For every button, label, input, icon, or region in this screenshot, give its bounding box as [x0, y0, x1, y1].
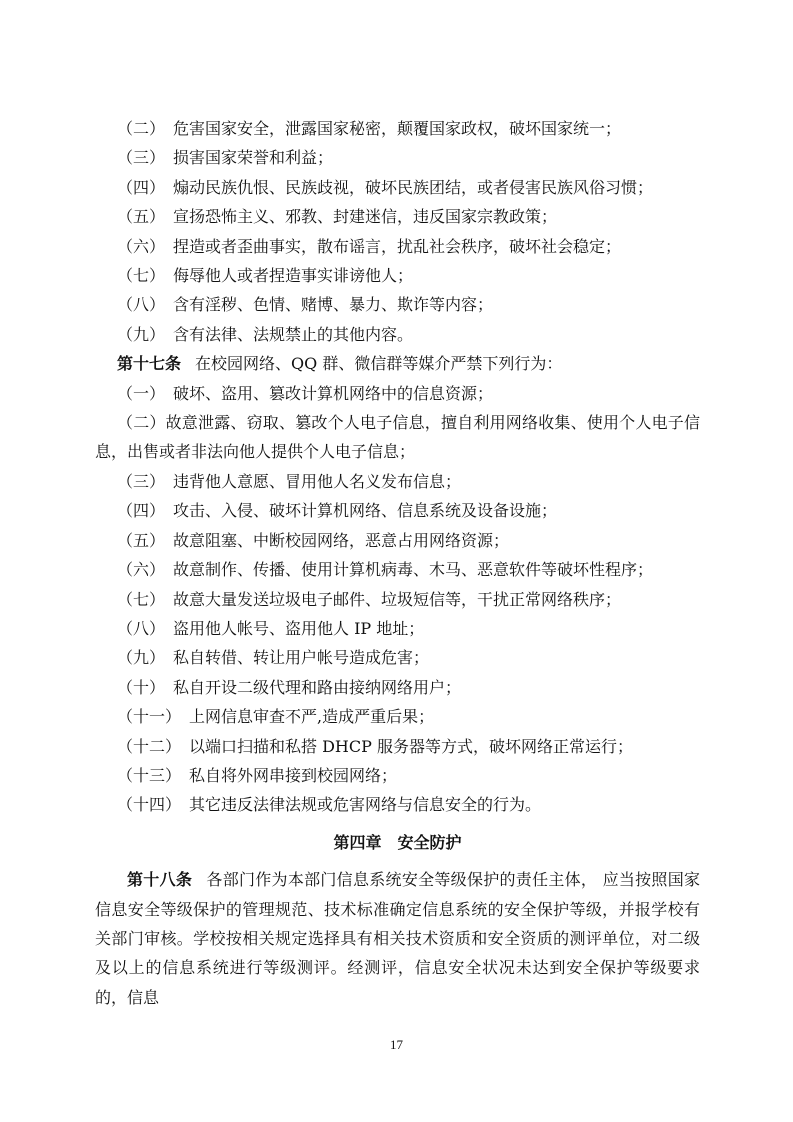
list-item	[95, 232, 700, 261]
item-number: （十一）	[117, 707, 182, 727]
item-text: 攻击、入侵、破坏计算机网络、信息系统及设备设施；	[173, 501, 558, 521]
item-number: （十二）	[117, 736, 182, 756]
list-item	[95, 143, 700, 172]
item-number: （九）	[117, 324, 166, 344]
item-number: （六）	[117, 560, 166, 580]
item-text: 其它违反法律法规或危害网络与信息安全的行为。	[189, 795, 542, 815]
item-number: （十四）	[117, 795, 182, 815]
list-item	[95, 290, 700, 319]
item-number: （七）	[117, 589, 166, 609]
item-text: 宣扬恐怖主义、邪教、封建迷信，违反国家宗教政策；	[173, 207, 558, 227]
list-item	[95, 261, 700, 290]
item-number: （三）	[117, 471, 166, 491]
item-number: （三）	[117, 148, 166, 168]
list-item	[95, 379, 700, 408]
item-number: （十三）	[117, 765, 182, 785]
list-item	[95, 408, 700, 467]
item-number: （二）	[117, 413, 166, 433]
item-text: 侮辱他人或者捏造事实诽谤他人；	[173, 266, 414, 286]
page-number: 17	[390, 1037, 403, 1052]
item-text: 破坏、盗用、篡改计算机网络中的信息资源；	[173, 383, 494, 403]
item-text: 故意阻塞、中断校园网络，恶意占用网络资源；	[173, 530, 510, 550]
item-text: 私自将外网串接到校园网络；	[189, 765, 398, 785]
item-text: 含有法律、法规禁止的其他内容。	[173, 324, 414, 344]
article-text: 各部门作为本部门信息系统安全等级保护的责任主体， 应当按照国家信息安全等级保护的管理规范、技术标准确定信息系统的安全保护等级，并报学校有关部门审核。学校按相关规定选择具有相关技术资质和安全资质的测评单位，对二级及以上的信息系统进行等级测评。经测评，信息安全状况未达到安全保护等级要求的，信息	[95, 870, 700, 1007]
article-text: 在校园网络、QQ 群、微信群等媒介严禁下列行为：	[195, 354, 563, 374]
item-number: （九）	[117, 648, 166, 668]
item-text: 以端口扫描和私搭 DHCP 服务器等方式，破坏网络正常运行；	[189, 736, 633, 756]
list-item	[95, 585, 700, 614]
item-number: （五）	[117, 530, 166, 550]
item-text: 私自转借、转让用户帐号造成危害；	[173, 648, 430, 668]
item-text: 煽动民族仇恨、民族歧视，破坏民族团结，或者侵害民族风俗习惯；	[173, 177, 654, 197]
list-item	[95, 114, 700, 143]
item-text: 私自开设二级代理和路由接纳网络用户；	[173, 677, 462, 697]
item-text: 违背他人意愿、冒用他人名义发布信息；	[173, 471, 462, 491]
document-body	[95, 114, 700, 1012]
chapter-heading: 第四章 安全防护	[333, 832, 462, 852]
item-text: 故意大量发送垃圾电子邮件、垃圾短信等，干扰正常网络秩序；	[173, 589, 622, 609]
item-text: 故意泄露、窃取、篡改个人电子信息，擅自利用网络收集、使用个人电子信息，出售或者非法向他人提供个人电子信息；	[95, 413, 700, 462]
list-item	[95, 614, 700, 643]
list-item	[95, 790, 700, 819]
list-item	[95, 555, 700, 584]
item-number: （七）	[117, 266, 166, 286]
list-item	[95, 467, 700, 496]
item-text: 损害国家荣誉和利益；	[173, 148, 334, 168]
list-item	[95, 496, 700, 525]
article-label: 第十八条	[127, 870, 193, 890]
list-item	[95, 732, 700, 761]
item-number: （四）	[117, 177, 166, 197]
item-number: （二）	[117, 119, 166, 138]
item-text: 危害国家安全，泄露国家秘密，颠覆国家政权，破坏国家统一；	[173, 119, 622, 138]
item-text: 上网信息审查不严,造成严重后果；	[189, 707, 435, 727]
list-item	[95, 702, 700, 731]
article-label: 第十七条	[117, 354, 182, 374]
article-17	[95, 349, 700, 378]
item-number: （一）	[117, 383, 166, 403]
item-text: 盗用他人帐号、盗用他人 IP 地址；	[173, 618, 425, 638]
list-item	[95, 761, 700, 790]
item-text: 捏造或者歪曲事实，散布谣言，扰乱社会秩序，破坏社会稳定；	[173, 236, 622, 256]
list-item	[95, 202, 700, 231]
item-number: （八）	[117, 618, 166, 638]
item-number: （十）	[117, 677, 166, 697]
list-item	[95, 643, 700, 672]
item-number: （六）	[117, 236, 166, 256]
item-text: 故意制作、传播、使用计算机病毒、木马、恶意软件等破坏性程序；	[173, 560, 654, 580]
item-number: （五）	[117, 207, 166, 227]
list-item	[95, 526, 700, 555]
list-item	[95, 173, 700, 202]
list-item	[95, 673, 700, 702]
article-18	[95, 865, 700, 1012]
item-text: 含有淫秽、色情、赌博、暴力、欺诈等内容；	[173, 295, 494, 315]
item-number: （八）	[117, 295, 166, 315]
item-number: （四）	[117, 501, 166, 521]
list-item	[95, 320, 700, 349]
